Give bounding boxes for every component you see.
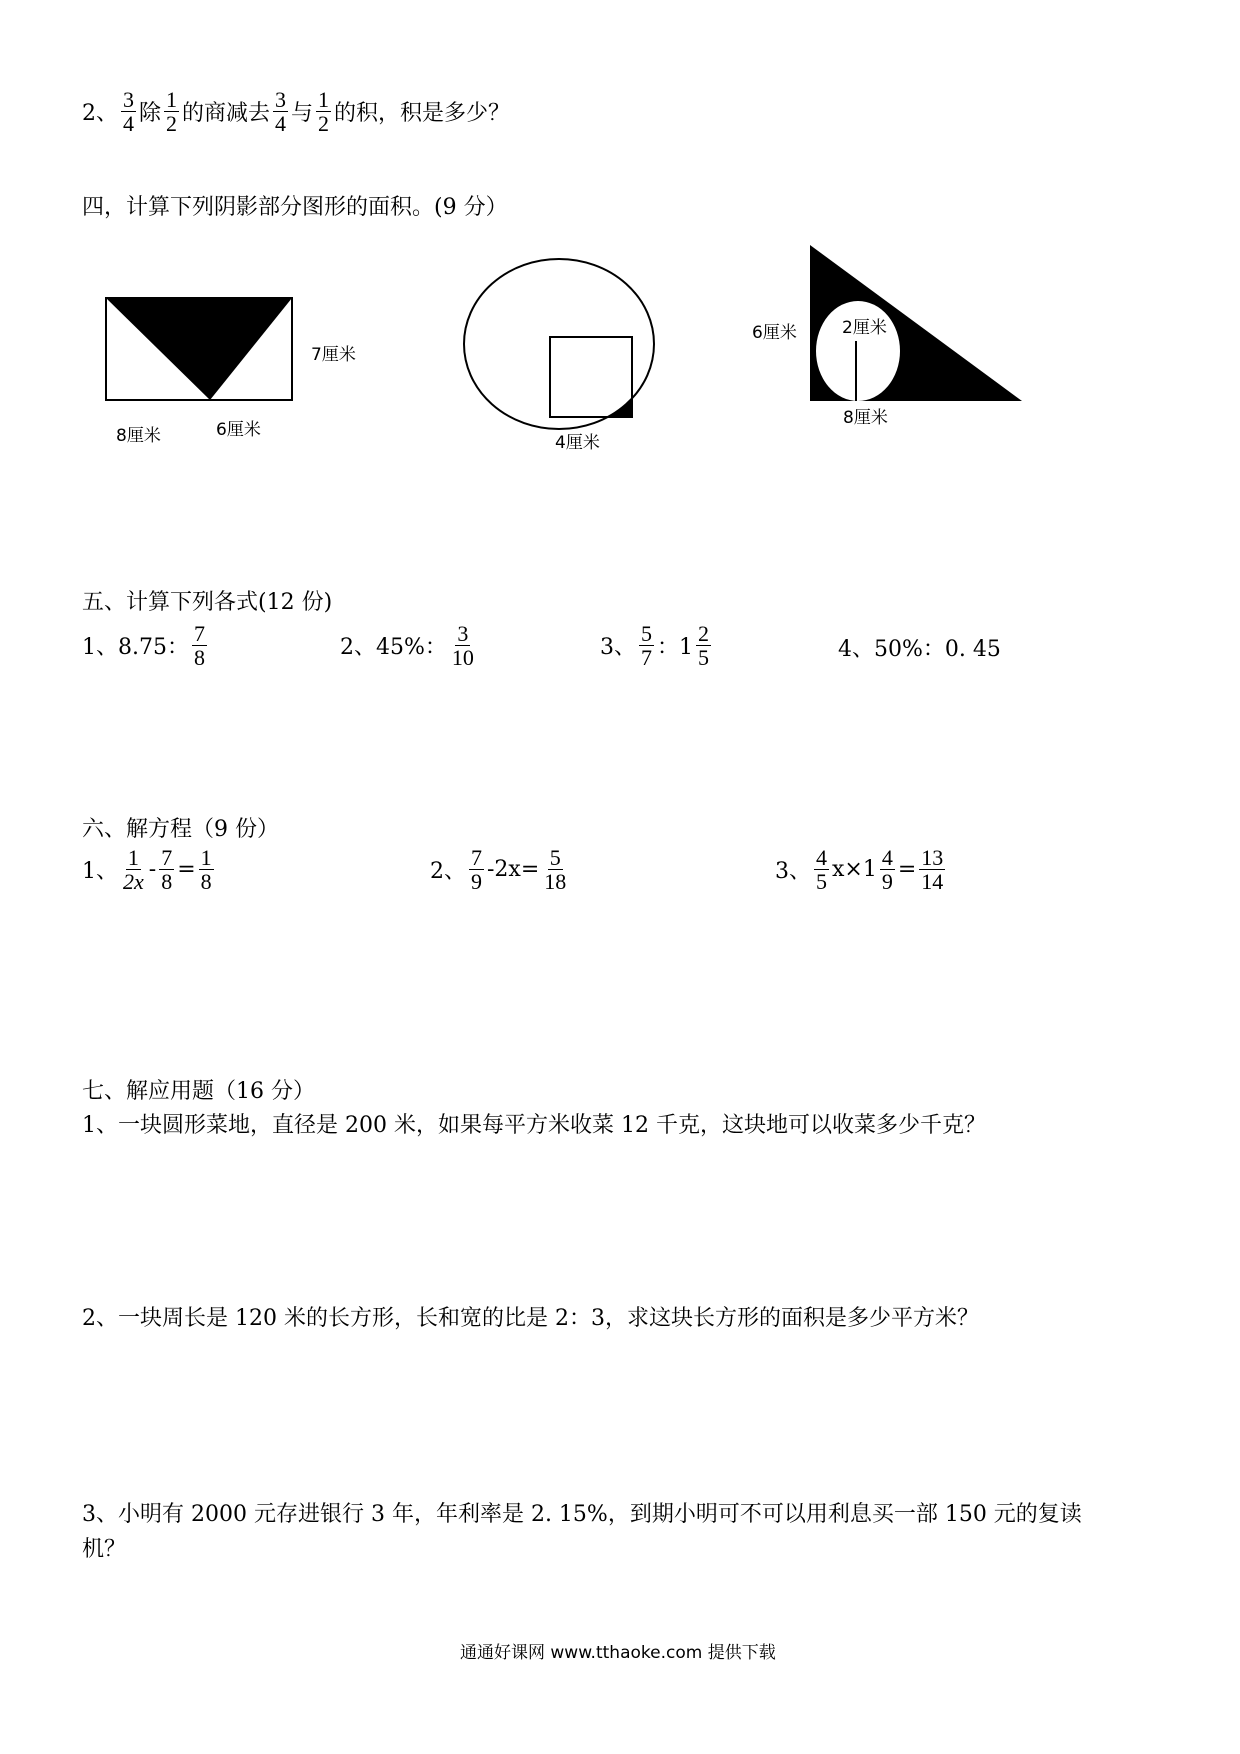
calc-prefix: 3、 bbox=[600, 635, 636, 661]
fraction: $\frac{13}{14}$ bbox=[921, 845, 944, 895]
page-footer: 通通好课网 www.tthaoke.com 提供下载 bbox=[460, 1643, 776, 1663]
fraction: $\frac{3}{4}$ bbox=[123, 87, 134, 137]
fig1-label-bottom-left: 8厘米 bbox=[116, 426, 161, 446]
eq-prefix: 3、 bbox=[775, 859, 811, 885]
fraction: $\frac{3}{10}$ bbox=[451, 621, 474, 671]
eq-prefix: 1、 bbox=[82, 859, 118, 885]
word-problem-3-line-1: 3、小明有 2000 元存进银行 3 年，年利率是 2. 15%，到期小明可不可以用利息买一部 150 元的复读 bbox=[82, 1502, 1082, 1527]
equation-1 bbox=[82, 846, 217, 893]
section-6-title: 六、解方程（9 份） bbox=[82, 817, 279, 842]
section-7-title: 七、解应用题（16 分） bbox=[82, 1079, 315, 1104]
calc-item-1 bbox=[82, 622, 210, 669]
fraction: $\frac{4}{5}$ bbox=[816, 845, 827, 895]
fraction: $\frac{3}{4}$ bbox=[275, 87, 287, 137]
calc-item-2 bbox=[340, 622, 479, 669]
fraction: $\frac{1}{2}$ bbox=[166, 87, 178, 137]
fig1-label-side: 7厘米 bbox=[311, 345, 356, 365]
eq-equals: = bbox=[177, 857, 196, 883]
fraction: $\frac{5}{7}$ bbox=[641, 621, 652, 671]
equation-3 bbox=[775, 846, 948, 893]
equation-2 bbox=[430, 846, 571, 893]
word-problem-1: 1、一块圆形菜地，直径是 200 米，如果每平方米收菜 12 千克，这块地可以收菜多少千克？ bbox=[82, 1113, 986, 1138]
eq-middle: x×1 bbox=[832, 857, 877, 883]
fraction: $\frac{7}{8}$ bbox=[193, 621, 205, 671]
q-text: 的商减去 bbox=[182, 101, 271, 127]
fraction: $\frac{5}{18}$ bbox=[544, 845, 567, 895]
fig1-label-bottom-mid: 6厘米 bbox=[216, 420, 261, 440]
q-prefix: 2、 bbox=[82, 101, 118, 127]
section-4-title: 四，计算下列阴影部分图形的面积。(9 分） bbox=[82, 195, 508, 220]
word-problem-3-line-2: 机？ bbox=[82, 1537, 127, 1562]
fraction: $\frac{7}{9}$ bbox=[471, 845, 482, 895]
fig3-label-bottom: 8厘米 bbox=[843, 408, 888, 428]
fig3-label-radius: 2厘米 bbox=[842, 318, 887, 338]
fig2-label-bottom: 4厘米 bbox=[555, 433, 600, 453]
calc-prefix: 2、45%： bbox=[340, 635, 447, 661]
word-problem-2: 2、一块周长是 120 米的长方形，长和宽的比是 2：3，求这块长方形的面积是多少平方米？ bbox=[82, 1306, 979, 1331]
fraction: $\frac{1}{2}$ bbox=[318, 87, 330, 137]
q-text: 除 bbox=[139, 101, 162, 127]
fraction: $\frac{7}{8}$ bbox=[161, 845, 173, 895]
calc-item-3 bbox=[600, 622, 714, 669]
calc-prefix: 4、50%：0. 45 bbox=[838, 637, 1001, 662]
fraction: $\frac{4}{9}$ bbox=[881, 845, 893, 895]
section-5-title: 五、计算下列各式(12 份) bbox=[82, 590, 333, 615]
fraction: $\frac{2}{5}$ bbox=[698, 621, 709, 671]
eq-operator: - bbox=[148, 857, 157, 883]
q-text: 的积，积是多少？ bbox=[334, 101, 511, 127]
fraction: $\frac{1}{8}$ bbox=[200, 845, 212, 895]
q-text: 与 bbox=[291, 101, 314, 127]
eq-prefix: 2、 bbox=[430, 859, 466, 885]
calc-item-4 bbox=[838, 632, 1001, 663]
fig3-label-left: 6厘米 bbox=[752, 323, 797, 343]
calc-separator: ：1 bbox=[657, 635, 693, 661]
eq-middle: -2x= bbox=[487, 857, 540, 883]
fraction: $\frac{1}{2x}$ bbox=[123, 845, 144, 895]
eq-equals: = bbox=[897, 857, 917, 883]
calc-prefix: 1、8.75： bbox=[82, 635, 189, 661]
